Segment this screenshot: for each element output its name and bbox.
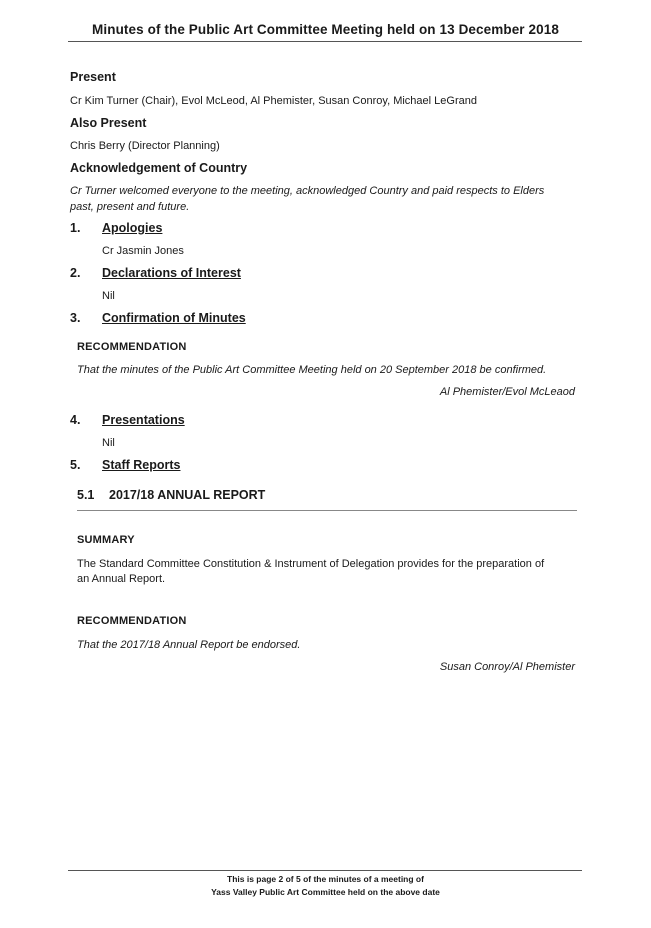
- present-heading: Present: [70, 70, 116, 84]
- summary-line-1: The Standard Committee Constitution & Instrument of Delegation provides for the preparation of: [77, 558, 545, 570]
- report-rule: [77, 510, 577, 511]
- present-text: Cr Kim Turner (Chair), Evol McLeod, Al Phemister, Susan Conroy, Michael LeGrand: [70, 95, 477, 107]
- item-number: 3.: [70, 311, 81, 325]
- acknowledgement-line-1: Cr Turner welcomed everyone to the meeting, acknowledged Country and paid respects to Elders: [70, 185, 545, 197]
- page-footer: [0, 873, 651, 899]
- header-rule: [68, 41, 582, 42]
- report-recommendation-text: That the 2017/18 Annual Report be endorsed.: [77, 639, 301, 651]
- acknowledgement-heading: Acknowledgement of Country: [70, 161, 248, 175]
- item-number: 1.: [70, 221, 81, 235]
- item-title: Staff Reports: [102, 458, 181, 472]
- summary-line-2: an Annual Report.: [77, 573, 166, 585]
- item-title: Confirmation of Minutes: [102, 311, 246, 325]
- also-present-heading: Also Present: [70, 116, 147, 130]
- declarations-text: Nil: [102, 290, 115, 302]
- confirmation-mover: Al Phemister/Evol McLeaod: [439, 386, 575, 398]
- item-number: 2.: [70, 266, 81, 280]
- also-present-text: Chris Berry (Director Planning): [70, 140, 220, 152]
- confirmation-recommendation-text: That the minutes of the Public Art Committee Meeting held on 20 September 2018 be confirmed.: [77, 364, 547, 376]
- footer-rule: [68, 870, 582, 871]
- item-title: Declarations of Interest: [102, 266, 241, 280]
- item-staff-reports-heading: [70, 458, 180, 472]
- item-presentations-heading: [70, 413, 185, 427]
- page-title: Minutes of the Public Art Committee Meeting held on 13 December 2018: [92, 22, 559, 37]
- footer-line-2: Yass Valley Public Art Committee held on the above date: [211, 887, 440, 897]
- summary-label: SUMMARY: [77, 534, 135, 546]
- item-apologies-heading: [70, 221, 162, 235]
- item-number: 4.: [70, 413, 81, 427]
- acknowledgement-line-2: past, present and future.: [70, 201, 190, 213]
- report-mover: Susan Conroy/Al Phemister: [439, 661, 575, 673]
- item-title: Presentations: [102, 413, 185, 427]
- item-title: Apologies: [102, 221, 163, 235]
- item-number: 5.: [70, 458, 81, 472]
- item-confirmation-heading: [70, 311, 246, 325]
- presentations-text: Nil: [102, 437, 115, 449]
- report-recommendation-label: RECOMMENDATION: [77, 615, 187, 627]
- item-declarations-heading: [70, 266, 241, 280]
- apologies-text: Cr Jasmin Jones: [102, 245, 184, 257]
- report-number: 5.1: [77, 488, 95, 502]
- report-heading: [77, 488, 265, 502]
- confirmation-recommendation-label: RECOMMENDATION: [77, 341, 187, 353]
- report-title: 2017/18 ANNUAL REPORT: [109, 488, 266, 502]
- footer-line-1: This is page 2 of 5 of the minutes of a meeting of: [227, 874, 424, 884]
